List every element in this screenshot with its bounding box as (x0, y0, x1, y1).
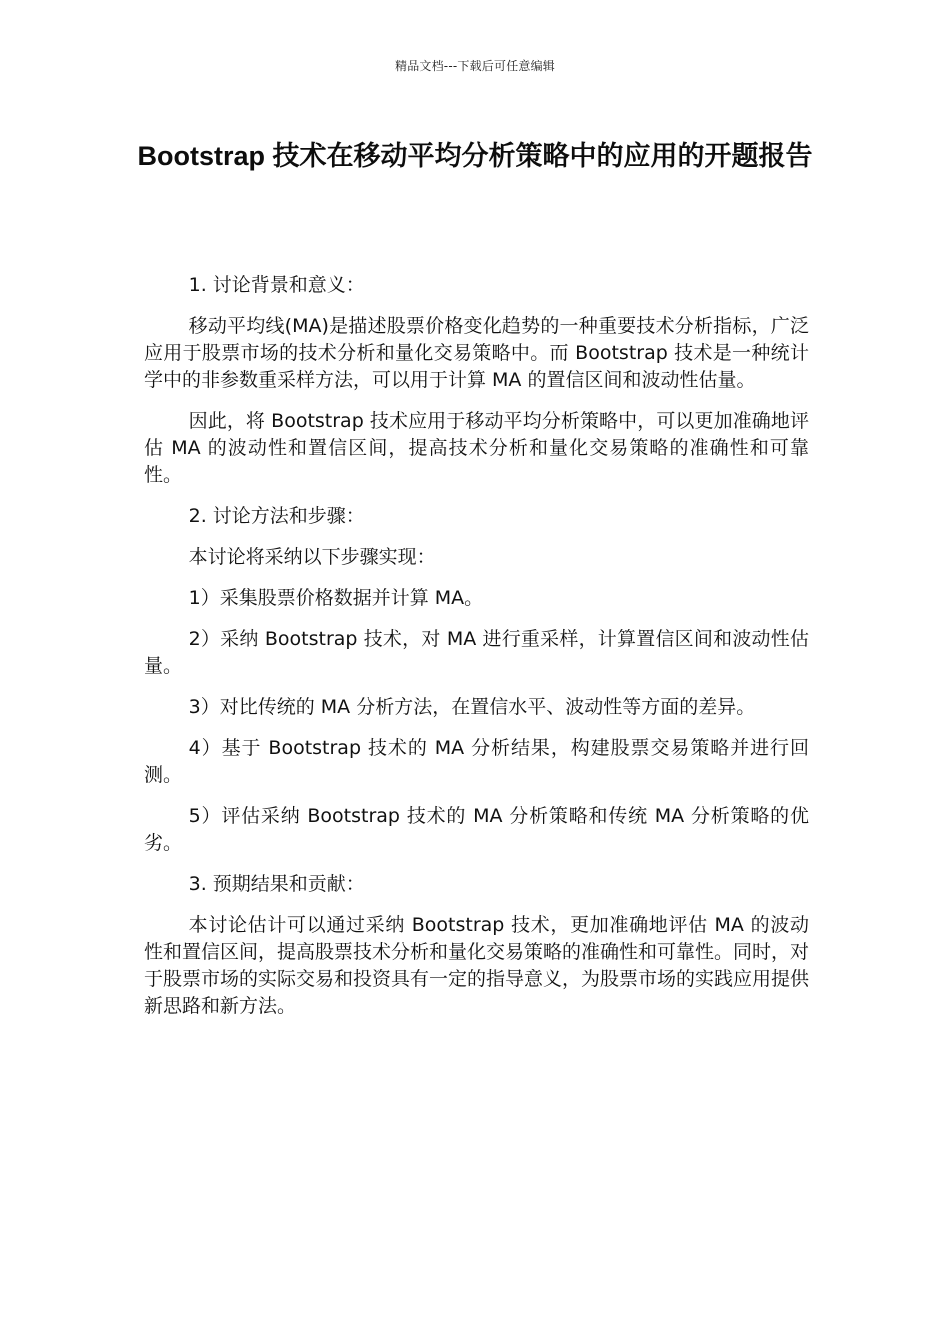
section-heading-methods: 2. 讨论方法和步骤： (188, 505, 365, 527)
section-heading-results: 3. 预期结果和贡献： (188, 873, 365, 895)
section-heading-background: 1. 讨论背景和意义： (188, 274, 365, 296)
page-header: 精品文档---下载后可任意编辑 (395, 59, 555, 73)
step-5: 5）评估采纳 Bootstrap 技术的 MA 分析策略和传统 MA 分析策略的优劣。 (144, 805, 809, 854)
step-1: 1）采集股票价格数据并计算 MA。 (188, 587, 484, 609)
step-2: 2）采纳 Bootstrap 技术，对 MA 进行重采样，计算置信区间和波动性估量。 (144, 628, 809, 677)
step-3: 3）对比传统的 MA 分析方法，在置信水平、波动性等方面的差异。 (188, 696, 756, 718)
paragraph-results: 本讨论估计可以通过采纳 Bootstrap 技术，更加准确地评估 MA 的波动性和置信区间，提高股票技术分析和量化交易策略的准确性和可靠性。同时，对于股票市场的实际交易和投资具有一定的指导意义，为股票市场的实践应用提供新思路和新方法。 (144, 914, 810, 1017)
paragraph-background-2: 因此，将 Bootstrap 技术应用于移动平均分析策略中，可以更加准确地评估 MA 的波动性和置信区间，提高技术分析和量化交易策略的准确性和可靠性。 (144, 410, 809, 486)
paragraph-methods-intro: 本讨论将采纳以下步骤实现： (188, 546, 436, 568)
step-4: 4）基于 Bootstrap 技术的 MA 分析结果，构建股票交易策略并进行回测。 (144, 737, 809, 786)
document-title: Bootstrap 技术在移动平均分析策略中的应用的开题报告 (137, 141, 813, 171)
paragraph-background-1: 移动平均线(MA)是描述股票价格变化趋势的一种重要技术分析指标，广泛应用于股票市场的技术分析和量化交易策略中。而 Bootstrap 技术是一种统计学中的非参数重采样方法，可以用于计算 MA 的置信区间和波动性估量。 (144, 315, 809, 391)
document-body (144, 272, 809, 1034)
